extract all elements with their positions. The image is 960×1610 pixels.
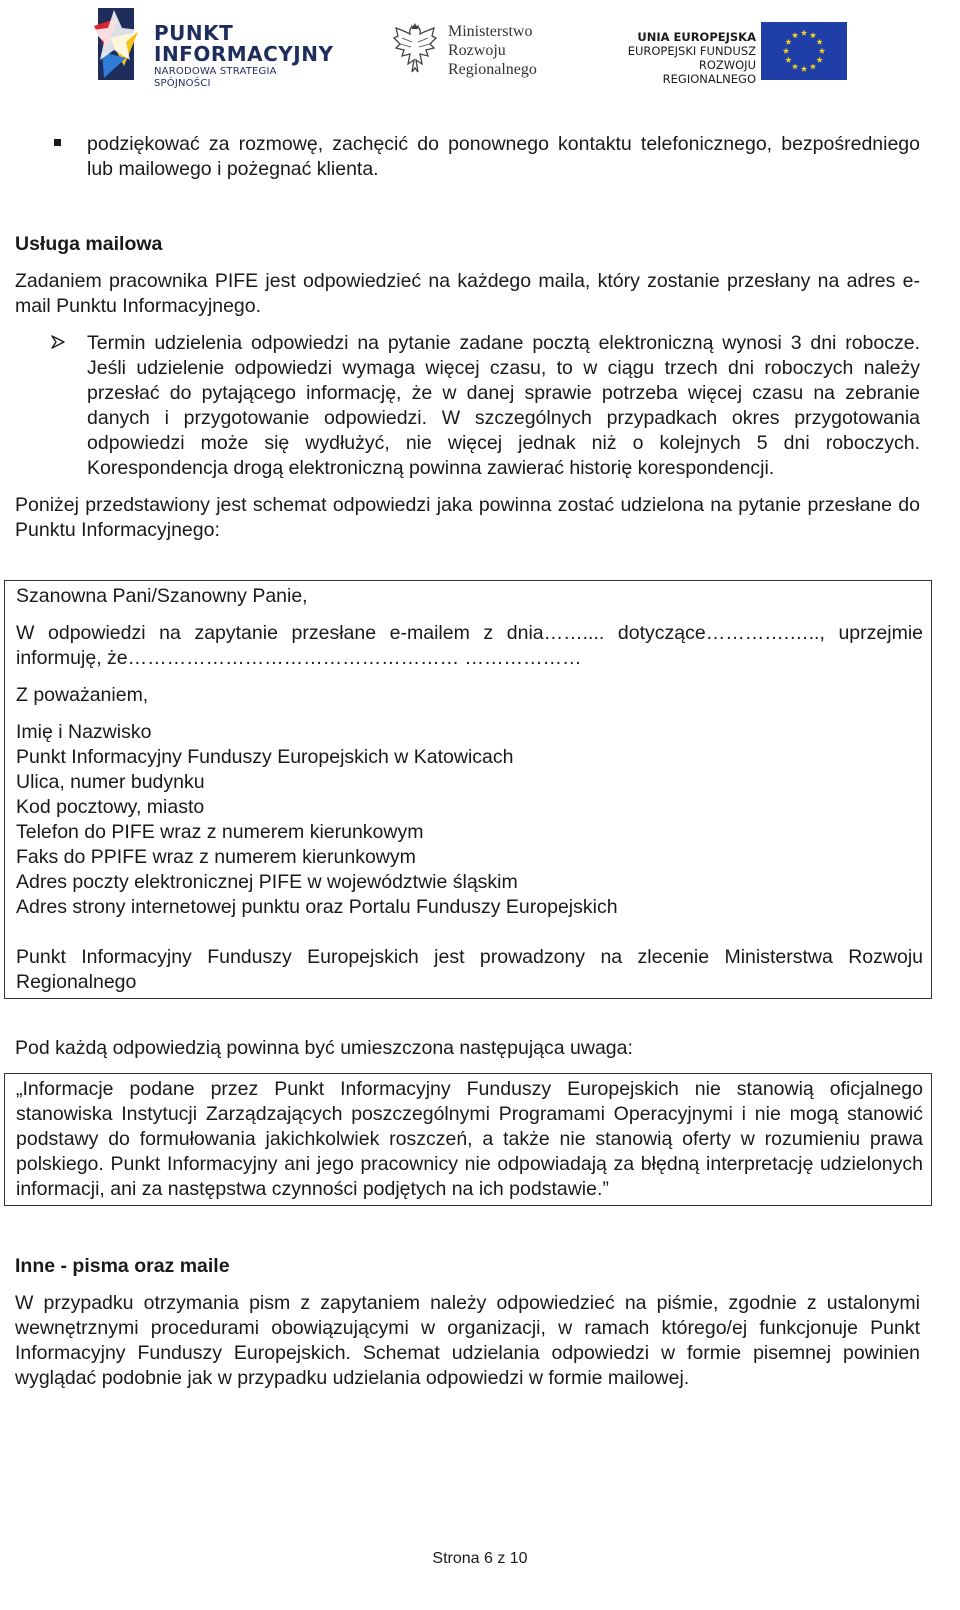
eagle-emblem-icon [392, 22, 438, 78]
paragraph-note-intro: Pod każdą odpowiedzią powinna być umieszczona następująca uwaga: [15, 1037, 633, 1059]
document-body [15, 132, 923, 1391]
min-logo-line3: Regionalnego [448, 61, 537, 78]
unia-europejska-logo [604, 18, 854, 84]
punkt-informacyjny-logo [92, 8, 334, 89]
eu-flag-icon [761, 22, 847, 80]
arrow-item-text: Termin udzielenia odpowiedzi na pytanie zadane pocztą elektroniczną wynosi 3 dni robocze. Jeśli udzielenie odpowiedzi wymaga więcej czasu, to w ciągu trzech dni roboczych należy przesłać do pytającego informację, że w danej sprawie potrzeba więcej czasu na zebranie danych i przygotowanie odpowiedzi. W szczególnych przypadkach okres przygotowania odpowiedzi może się wydłużyć, nie więcej jednak niż o kolejnych 5 dni roboczych. Korespondencja drogą elektroniczną powinna zawierać historię korespondencji. [87, 332, 920, 479]
signature-line: Adres poczty elektronicznej PIFE w województwie śląskim [16, 871, 518, 893]
paragraph-mail-duty: Zadaniem pracownika PIFE jest odpowiedzieć na każdego maila, który zostanie przesłany na adres e-mail Punktu Informacyjnego. [15, 270, 920, 317]
signature-line: Adres strony internetowej punktu oraz Portalu Funduszy Europejskich [16, 896, 618, 918]
disclaimer-box [4, 1073, 932, 1206]
section-heading-other: Inne - pisma oraz maile [15, 1255, 230, 1277]
arrow-item-deadline [15, 331, 920, 481]
paragraph-schema-intro: Poniżej przedstawiony jest schemat odpowiedzi jaka powinna zostać udzielona na pytanie przesłane do Punktu Informacyjnego: [15, 494, 920, 541]
pi-logo-line2: INFORMACYJNY [154, 42, 334, 66]
signature-line: Faks do PPIFE wraz z numerem kierunkowym [16, 846, 416, 868]
template-footnote: Punkt Informacyjny Funduszy Europejskich jest prowadzony na zlecenie Ministerstwa Rozwoju Regionalnego [16, 946, 923, 993]
pi-star-icon [92, 8, 142, 82]
ue-logo-line2: EUROPEJSKI FUNDUSZ [627, 44, 756, 58]
template-signature [16, 720, 931, 920]
pi-logo-line1: PUNKT [154, 21, 234, 45]
bullet-item-farewell [15, 132, 920, 182]
signature-line: Kod pocztowy, miasto [16, 796, 205, 818]
ministerstwo-logo-text [448, 22, 537, 79]
ue-logo-line3: ROZWOJU REGIONALNEGO [662, 58, 756, 86]
pi-logo-line3: NARODOWA STRATEGIA SPÓJNOŚCI [154, 66, 277, 89]
paragraph-other: W przypadku otrzymania pism z zapytaniem należy odpowiedzieć na piśmie, zgodnie z ustalonymi wewnętrznymi procedurami obowiązującymi w organizacji, w ramach którego/ej funkcjonuje Punkt Informacyjny Funduszy Europejskich. Schemat udzielania odpowiedzi w formie pisemnej powinien wyglądać podobnie jak w przypadku udzielania odpowiedzi w formie mailowej. [15, 1292, 920, 1389]
ministerstwo-logo [392, 18, 552, 84]
square-bullet-icon [54, 139, 61, 146]
min-logo-line2: Rozwoju [448, 42, 506, 59]
template-body: W odpowiedzi na zapytanie przesłane e-mailem z dnia…….... dotyczące………….….., uprzejmie informuję, że…………………………………………… ……………… [16, 622, 923, 669]
disclaimer-text: „Informacje podane przez Punkt Informacyjny Funduszy Europejskich nie stanowią oficjalnego stanowiska Instytucji Zarządzających poszczególnymi Programami Operacyjnymi i nie mogą stanowić podstawy do formułowania jakichkolwiek roszczeń, a także nie stanowią oferty w rozumieniu prawa polskiego. Punkt Informacyjny ani jego pracownicy nie odpowiadają za błędną interpretację udzielonych informacji, ani za następstwa czynności podjętych na ich podstawie.” [16, 1078, 923, 1200]
arrow-bullet-icon [50, 334, 66, 350]
signature-line: Punkt Informacyjny Funduszy Europejskich w Katowicach [16, 746, 514, 768]
signature-line: Imię i Nazwisko [16, 721, 152, 743]
signature-line: Telefon do PIFE wraz z numerem kierunkowym [16, 821, 424, 843]
min-logo-line1: Ministerstwo [448, 23, 533, 40]
page-number: Strona 6 z 10 [432, 1550, 528, 1567]
template-closing: Z poważaniem, [16, 684, 149, 706]
bullet-text: podziękować za rozmowę, zachęcić do ponownego kontaktu telefonicznego, bezpośredniego lub mailowego i pożegnać klienta. [87, 133, 920, 180]
email-template-box [4, 580, 932, 999]
ue-logo-text [604, 30, 756, 86]
section-heading-mail: Usługa mailowa [15, 233, 163, 255]
ue-logo-line1: UNIA EUROPEJSKA [637, 30, 756, 44]
page-header [0, 6, 960, 89]
signature-line: Ulica, numer budynku [16, 771, 205, 793]
template-greeting: Szanowna Pani/Szanowny Panie, [16, 585, 308, 607]
